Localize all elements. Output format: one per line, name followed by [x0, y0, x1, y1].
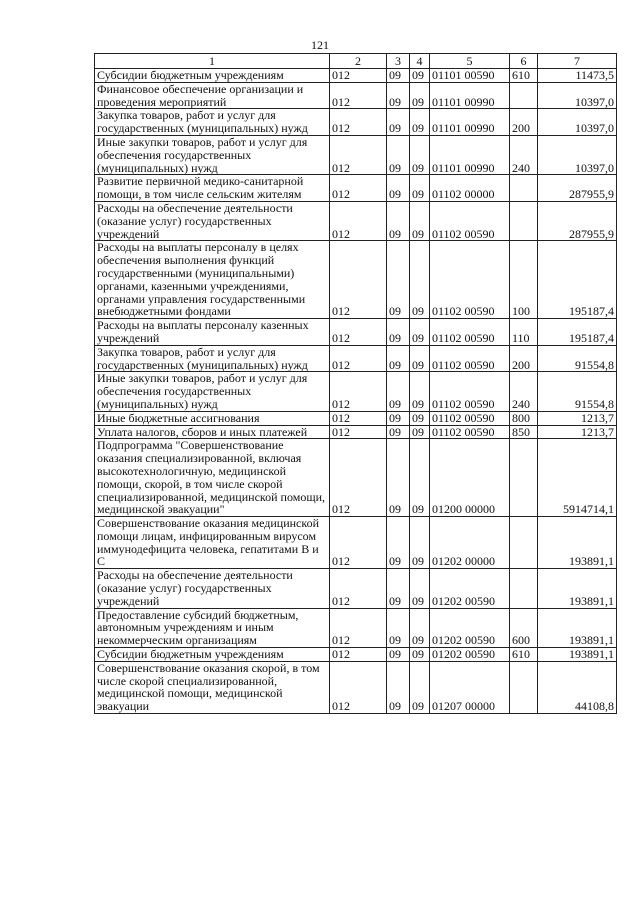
- amount: 193891,1: [538, 648, 617, 662]
- admin-code: 012: [330, 569, 387, 608]
- item-name: Предоставление субсидий бюджетным, автономным учреждениям и иным некоммерческим организациям: [95, 608, 330, 647]
- target-article-code: 01102 00590: [430, 425, 510, 439]
- item-name: Субсидии бюджетным учреждениям: [95, 648, 330, 662]
- admin-code: 012: [330, 661, 387, 713]
- item-name: Развитие первичной медико-санитарной помощи, в том числе сельским жителям: [95, 175, 330, 202]
- item-name: Расходы на выплаты персоналу казенных учреждений: [95, 319, 330, 346]
- item-name: Субсидии бюджетным учреждениям: [95, 69, 330, 83]
- subsection-code: 09: [410, 345, 430, 372]
- col-header-5: 5: [430, 54, 510, 69]
- target-article-code: 01202 00590: [430, 569, 510, 608]
- expense-type-code: [510, 201, 538, 240]
- target-article-code: 01102 00590: [430, 319, 510, 346]
- amount: 1213,7: [538, 411, 617, 425]
- budget-table: [94, 53, 617, 714]
- col-header-3: 3: [387, 54, 410, 69]
- expense-type-code: [510, 175, 538, 202]
- subsection-code: 09: [410, 82, 430, 109]
- section-code: 09: [387, 517, 410, 569]
- expense-type-code: [510, 661, 538, 713]
- section-code: 09: [387, 425, 410, 439]
- admin-code: 012: [330, 201, 387, 240]
- section-code: 09: [387, 109, 410, 136]
- target-article-code: 01207 00000: [430, 661, 510, 713]
- admin-code: 012: [330, 345, 387, 372]
- amount: 10397,0: [538, 135, 617, 174]
- admin-code: 012: [330, 517, 387, 569]
- table-row: [95, 69, 617, 83]
- admin-code: 012: [330, 648, 387, 662]
- table-row: [95, 439, 617, 517]
- target-article-code: 01102 00590: [430, 201, 510, 240]
- amount: 5914714,1: [538, 439, 617, 517]
- table-row: [95, 661, 617, 713]
- item-name: Финансовое обеспечение организации и проведения мероприятий: [95, 82, 330, 109]
- admin-code: 012: [330, 135, 387, 174]
- admin-code: 012: [330, 608, 387, 647]
- header-row: [95, 54, 617, 69]
- expense-type-code: 240: [510, 135, 538, 174]
- table-row: [95, 517, 617, 569]
- admin-code: 012: [330, 411, 387, 425]
- target-article-code: 01202 00590: [430, 608, 510, 647]
- target-article-code: 01202 00000: [430, 517, 510, 569]
- target-article-code: 01202 00590: [430, 648, 510, 662]
- amount: 195187,4: [538, 241, 617, 319]
- expense-type-code: 800: [510, 411, 538, 425]
- section-code: 09: [387, 648, 410, 662]
- subsection-code: 09: [410, 661, 430, 713]
- expense-type-code: 240: [510, 372, 538, 411]
- table-row: [95, 372, 617, 411]
- amount: 1213,7: [538, 425, 617, 439]
- table-row: [95, 608, 617, 647]
- item-name: Иные закупки товаров, работ и услуг для обеспечения государственных (муниципальных) нужд: [95, 135, 330, 174]
- expense-type-code: 610: [510, 69, 538, 83]
- item-name: Расходы на обеспечение деятельности (оказание услуг) государственных учреждений: [95, 201, 330, 240]
- expense-type-code: [510, 517, 538, 569]
- table-row: [95, 411, 617, 425]
- target-article-code: 01102 00590: [430, 411, 510, 425]
- target-article-code: 01101 00990: [430, 82, 510, 109]
- section-code: 09: [387, 372, 410, 411]
- section-code: 09: [387, 411, 410, 425]
- expense-type-code: [510, 82, 538, 109]
- subsection-code: 09: [410, 608, 430, 647]
- target-article-code: 01102 00590: [430, 345, 510, 372]
- section-code: 09: [387, 201, 410, 240]
- target-article-code: 01101 00590: [430, 69, 510, 83]
- expense-type-code: [510, 569, 538, 608]
- table-row: [95, 241, 617, 319]
- section-code: 09: [387, 608, 410, 647]
- target-article-code: 01102 00590: [430, 241, 510, 319]
- admin-code: 012: [330, 372, 387, 411]
- subsection-code: 09: [410, 411, 430, 425]
- item-name: Совершенствование оказания медицинской помощи лицам, инфицированным вирусом иммунодефицита человека, гепатитами B и C: [95, 517, 330, 569]
- table-row: [95, 109, 617, 136]
- expense-type-code: 200: [510, 345, 538, 372]
- admin-code: 012: [330, 82, 387, 109]
- table-row: [95, 82, 617, 109]
- table-row: [95, 648, 617, 662]
- admin-code: 012: [330, 109, 387, 136]
- item-name: Уплата налогов, сборов и иных платежей: [95, 425, 330, 439]
- expense-type-code: 110: [510, 319, 538, 346]
- amount: 287955,9: [538, 201, 617, 240]
- amount: 44108,8: [538, 661, 617, 713]
- subsection-code: 09: [410, 517, 430, 569]
- section-code: 09: [387, 345, 410, 372]
- section-code: 09: [387, 135, 410, 174]
- section-code: 09: [387, 241, 410, 319]
- target-article-code: 01102 00590: [430, 372, 510, 411]
- amount: 287955,9: [538, 175, 617, 202]
- amount: 195187,4: [538, 319, 617, 346]
- amount: 91554,8: [538, 345, 617, 372]
- section-code: 09: [387, 661, 410, 713]
- expense-type-code: 610: [510, 648, 538, 662]
- admin-code: 012: [330, 425, 387, 439]
- subsection-code: 09: [410, 241, 430, 319]
- expense-type-code: 850: [510, 425, 538, 439]
- expense-type-code: 600: [510, 608, 538, 647]
- expense-type-code: [510, 439, 538, 517]
- section-code: 09: [387, 569, 410, 608]
- item-name: Расходы на выплаты персоналу в целях обеспечения выполнения функций государственными (муниципальными) органами, казенными учреждениями, органами управления государственными внебюджетными фондами: [95, 241, 330, 319]
- subsection-code: 09: [410, 69, 430, 83]
- expense-type-code: 200: [510, 109, 538, 136]
- table-row: [95, 135, 617, 174]
- subsection-code: 09: [410, 109, 430, 136]
- amount: 11473,5: [538, 69, 617, 83]
- item-name: Подпрограмма "Совершенствование оказания специализированной, включая высокотехнологичную, медицинской помощи, скорой, в том числе скорой специализированной, медицинской помощи, медицинской эвакуации": [95, 439, 330, 517]
- admin-code: 012: [330, 439, 387, 517]
- amount: 10397,0: [538, 82, 617, 109]
- item-name: Расходы на обеспечение деятельности (оказание услуг) государственных учреждений: [95, 569, 330, 608]
- item-name: Иные бюджетные ассигнования: [95, 411, 330, 425]
- subsection-code: 09: [410, 372, 430, 411]
- subsection-code: 09: [410, 648, 430, 662]
- table-row: [95, 175, 617, 202]
- target-article-code: 01101 00990: [430, 109, 510, 136]
- subsection-code: 09: [410, 569, 430, 608]
- table-row: [95, 319, 617, 346]
- target-article-code: 01101 00990: [430, 135, 510, 174]
- amount: 193891,1: [538, 517, 617, 569]
- section-code: 09: [387, 319, 410, 346]
- col-header-1: 1: [95, 54, 330, 69]
- col-header-6: 6: [510, 54, 538, 69]
- col-header-7: 7: [538, 54, 617, 69]
- subsection-code: 09: [410, 425, 430, 439]
- admin-code: 012: [330, 175, 387, 202]
- amount: 91554,8: [538, 372, 617, 411]
- admin-code: 012: [330, 69, 387, 83]
- col-header-2: 2: [330, 54, 387, 69]
- target-article-code: 01102 00000: [430, 175, 510, 202]
- subsection-code: 09: [410, 439, 430, 517]
- table-row: [95, 345, 617, 372]
- subsection-code: 09: [410, 201, 430, 240]
- section-code: 09: [387, 82, 410, 109]
- amount: 193891,1: [538, 569, 617, 608]
- item-name: Совершенствование оказания скорой, в том числе скорой специализированной, медицинской помощи, медицинской эвакуации: [95, 661, 330, 713]
- target-article-code: 01200 00000: [430, 439, 510, 517]
- section-code: 09: [387, 439, 410, 517]
- admin-code: 012: [330, 319, 387, 346]
- page-number: 121: [311, 38, 329, 52]
- section-code: 09: [387, 69, 410, 83]
- table-row: [95, 201, 617, 240]
- subsection-code: 09: [410, 319, 430, 346]
- amount: 193891,1: [538, 608, 617, 647]
- item-name: Закупка товаров, работ и услуг для государственных (муниципальных) нужд: [95, 345, 330, 372]
- item-name: Иные закупки товаров, работ и услуг для обеспечения государственных (муниципальных) нужд: [95, 372, 330, 411]
- col-header-4: 4: [410, 54, 430, 69]
- amount: 10397,0: [538, 109, 617, 136]
- table-row: [95, 425, 617, 439]
- subsection-code: 09: [410, 135, 430, 174]
- admin-code: 012: [330, 241, 387, 319]
- table-row: [95, 569, 617, 608]
- item-name: Закупка товаров, работ и услуг для государственных (муниципальных) нужд: [95, 109, 330, 136]
- subsection-code: 09: [410, 175, 430, 202]
- section-code: 09: [387, 175, 410, 202]
- expense-type-code: 100: [510, 241, 538, 319]
